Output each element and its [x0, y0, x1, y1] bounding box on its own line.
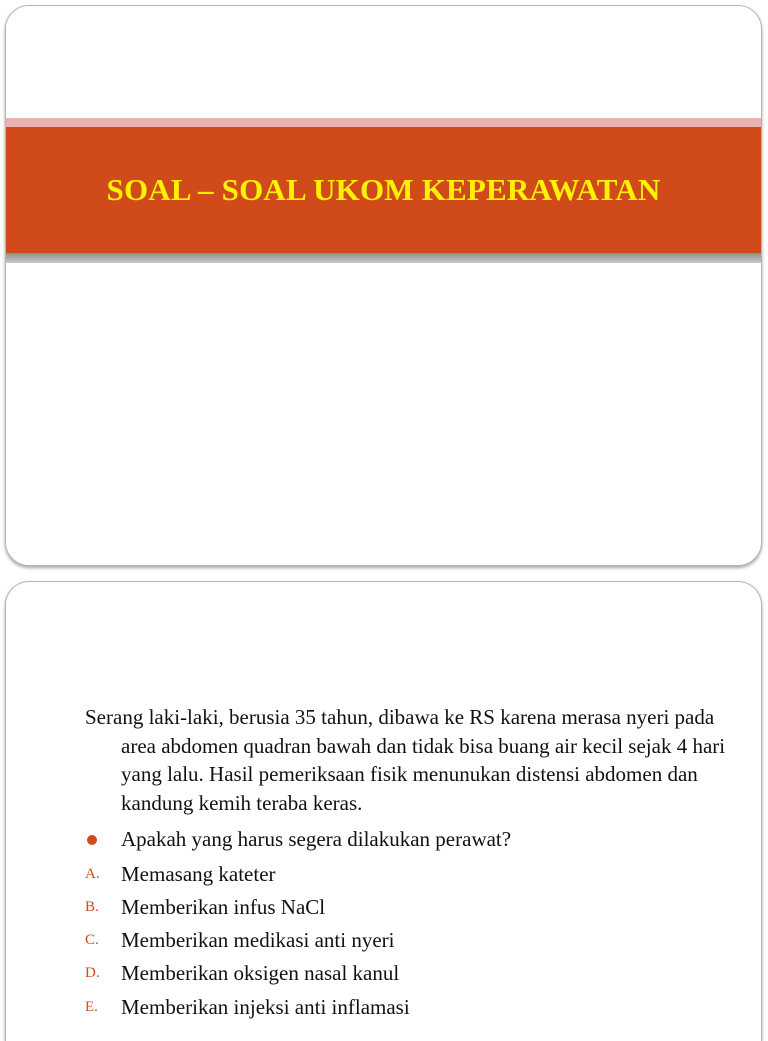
answer-option-b: [85, 891, 745, 924]
option-text: Memberikan injeksi anti inflamasi: [121, 994, 410, 1019]
question-item: [85, 825, 745, 854]
option-letter: A.: [85, 865, 100, 882]
question-text: Apakah yang harus segera dilakukan perawat?: [121, 827, 512, 851]
answer-option-d: [85, 957, 745, 990]
option-text: Memberikan oksigen nasal kanul: [121, 961, 400, 986]
option-letter: B.: [85, 898, 99, 915]
option-letter: D.: [85, 965, 100, 982]
answer-option-e: [85, 991, 745, 1024]
option-text: Memasang kateter: [121, 861, 276, 886]
gray-shadow-stripe: [6, 253, 761, 263]
case-scenario: Serang laki-laki, berusia 35 tahun, dibawa ke RS karena merasa nyeri pada area abdomen quadran bawah dan tidak bisa buang air kecil sejak 4 hari yang lalu. Hasil pemeriksaan fisik menunukan distensi abdomen dan kandung kemih teraba keras.: [85, 705, 726, 815]
title-slide: [5, 5, 762, 566]
answer-option-c: [85, 924, 745, 957]
answer-options: [85, 858, 745, 1024]
pink-accent-stripe: [6, 118, 761, 127]
option-letter: C.: [85, 932, 99, 949]
title-band: [6, 127, 761, 253]
question-slide: [5, 581, 762, 1041]
answer-option-a: [85, 858, 745, 891]
bullet-dot-icon: [87, 835, 97, 845]
option-letter: E.: [85, 998, 98, 1015]
question-body: [85, 703, 745, 1024]
option-text: Memberikan medikasi anti nyeri: [121, 928, 395, 953]
option-text: Memberikan infus NaCl: [121, 894, 326, 919]
slide-title: SOAL – SOAL UKOM KEPERAWATAN: [106, 172, 661, 207]
